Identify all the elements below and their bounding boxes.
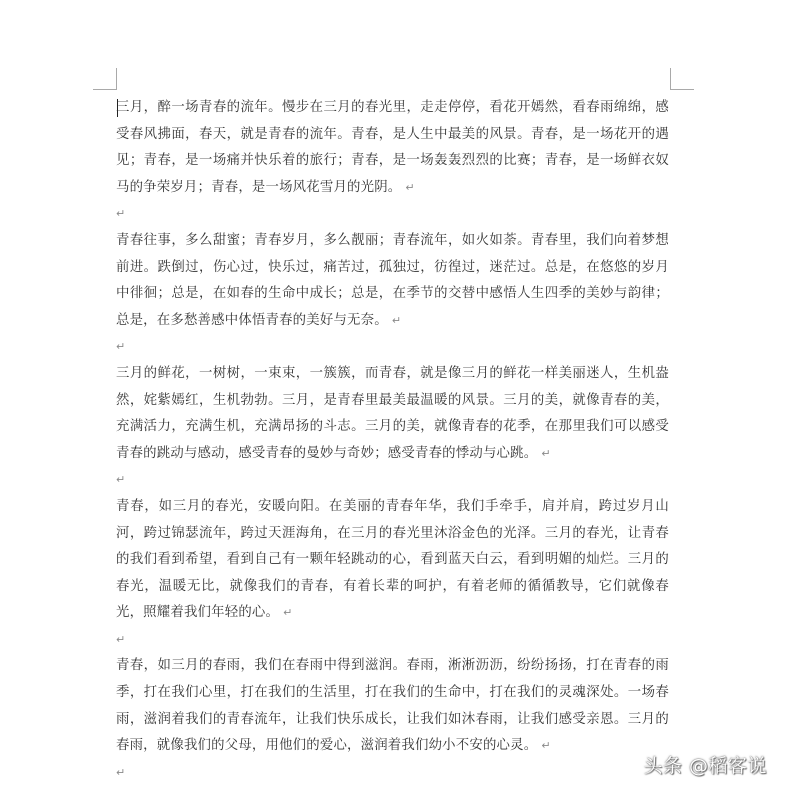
paragraph-mark-icon: ↵ <box>541 739 551 753</box>
paragraph-text: 青春，如三月的春雨，我们在春雨中得到滋润。春雨，淅淅沥沥，纷纷扬扬，打在青春的雨季，打在我们心里，打在我们的生活里，打在我们的生命中，打在我们的灵魂深处。一场春雨，滋润着我们的青春流年，让我们快乐成长，让我们如沐春雨，让我们感受亲恩。三月的春雨，就像我们的父母，用他们的爱心，滋润着我们幼小不安的心灵。 <box>116 658 669 754</box>
empty-paragraph-mark-icon: ↵ <box>116 632 126 646</box>
empty-paragraph-mark-icon: ↵ <box>116 765 126 779</box>
paragraph-mark-icon: ↵ <box>541 446 551 460</box>
document-body[interactable] <box>116 95 669 786</box>
empty-paragraph-mark-icon: ↵ <box>116 473 126 487</box>
paragraph-text: 三月，醉一场青春的流年。慢步在三月的春光里，走走停停，看花开嫣然，看春雨绵绵，感受春风拂面，春天，就是青春的流年。青春，是人生中最美的风景。青春，是一场花开的遇见；青春，是一场痛并快乐着的旅行；青春，是一场轰轰烈烈的比赛；青春，是一场鲜衣奴马的争荣岁月；青春，是一场风花雪月的光阴。 <box>116 100 669 195</box>
paragraph-mark-icon: ↵ <box>391 313 402 327</box>
empty-paragraph-mark-icon: ↵ <box>116 207 126 221</box>
paragraph-3[interactable] <box>116 361 669 467</box>
paragraph-5[interactable] <box>116 653 669 759</box>
crop-mark-top-right <box>670 68 671 90</box>
paragraph-text: 三月的鲜花，一树树，一束束，一簇簇，而青春，就是像三月的鲜花一样美丽迷人，生机盎然，姹紫嫣红，生机勃勃。三月，是青春里最美最温暖的风景。三月的美，就像青春的美，充满活力，充满生机，充满昂扬的斗志。三月的美，就像青春的花季，在那里我们可以感受青春的跳动与感动，感受青春的曼妙与奇妙；感受青春的悸动与心跳。 <box>116 365 669 461</box>
paragraph-2[interactable] <box>116 228 669 334</box>
watermark-text: 头条 @稻客说 <box>643 755 767 777</box>
crop-mark-top-right <box>670 89 694 90</box>
paragraph-text: 青春往事，多么甜蜜；青春岁月，多么靓丽；青春流年，如火如荼。青春里，我们向着梦想前进。跌倒过，伤心过，快乐过，痛苦过，孤独过，彷徨过，迷茫过。总是，在悠悠的岁月中徘徊；总是，在如春的生命中成长；总是，在季节的交替中感悟人生四季的美妙与韵律；总是，在多愁善感中体悟青春的美好与无奈。 <box>116 232 669 328</box>
paragraph-mark-icon: ↵ <box>405 180 415 194</box>
paragraph-4[interactable] <box>116 494 669 627</box>
paragraph-text: 青春，如三月的春光，安暖向阳。在美丽的青春年华，我们手牵手，肩并肩，跨过岁月山河，跨过锦瑟流年，跨过天涯海角，在三月的春光里沐浴金色的光泽。三月的春光，让青春的我们看到希望，看到自己有一颗年轻跳动的心，看到蓝天白云，看到明媚的灿烂。三月的春光，温暖无比，就像我们的青春，有着长辈的呵护，有着老师的循循教导，它们就像春光，照耀着我们年轻的心。 <box>116 498 669 621</box>
crop-mark-top-left <box>93 89 117 90</box>
paragraph-mark-icon: ↵ <box>283 606 293 620</box>
paragraph-1[interactable] <box>116 95 669 201</box>
crop-mark-top-left <box>116 68 117 90</box>
empty-paragraph-mark-icon: ↵ <box>116 340 126 354</box>
